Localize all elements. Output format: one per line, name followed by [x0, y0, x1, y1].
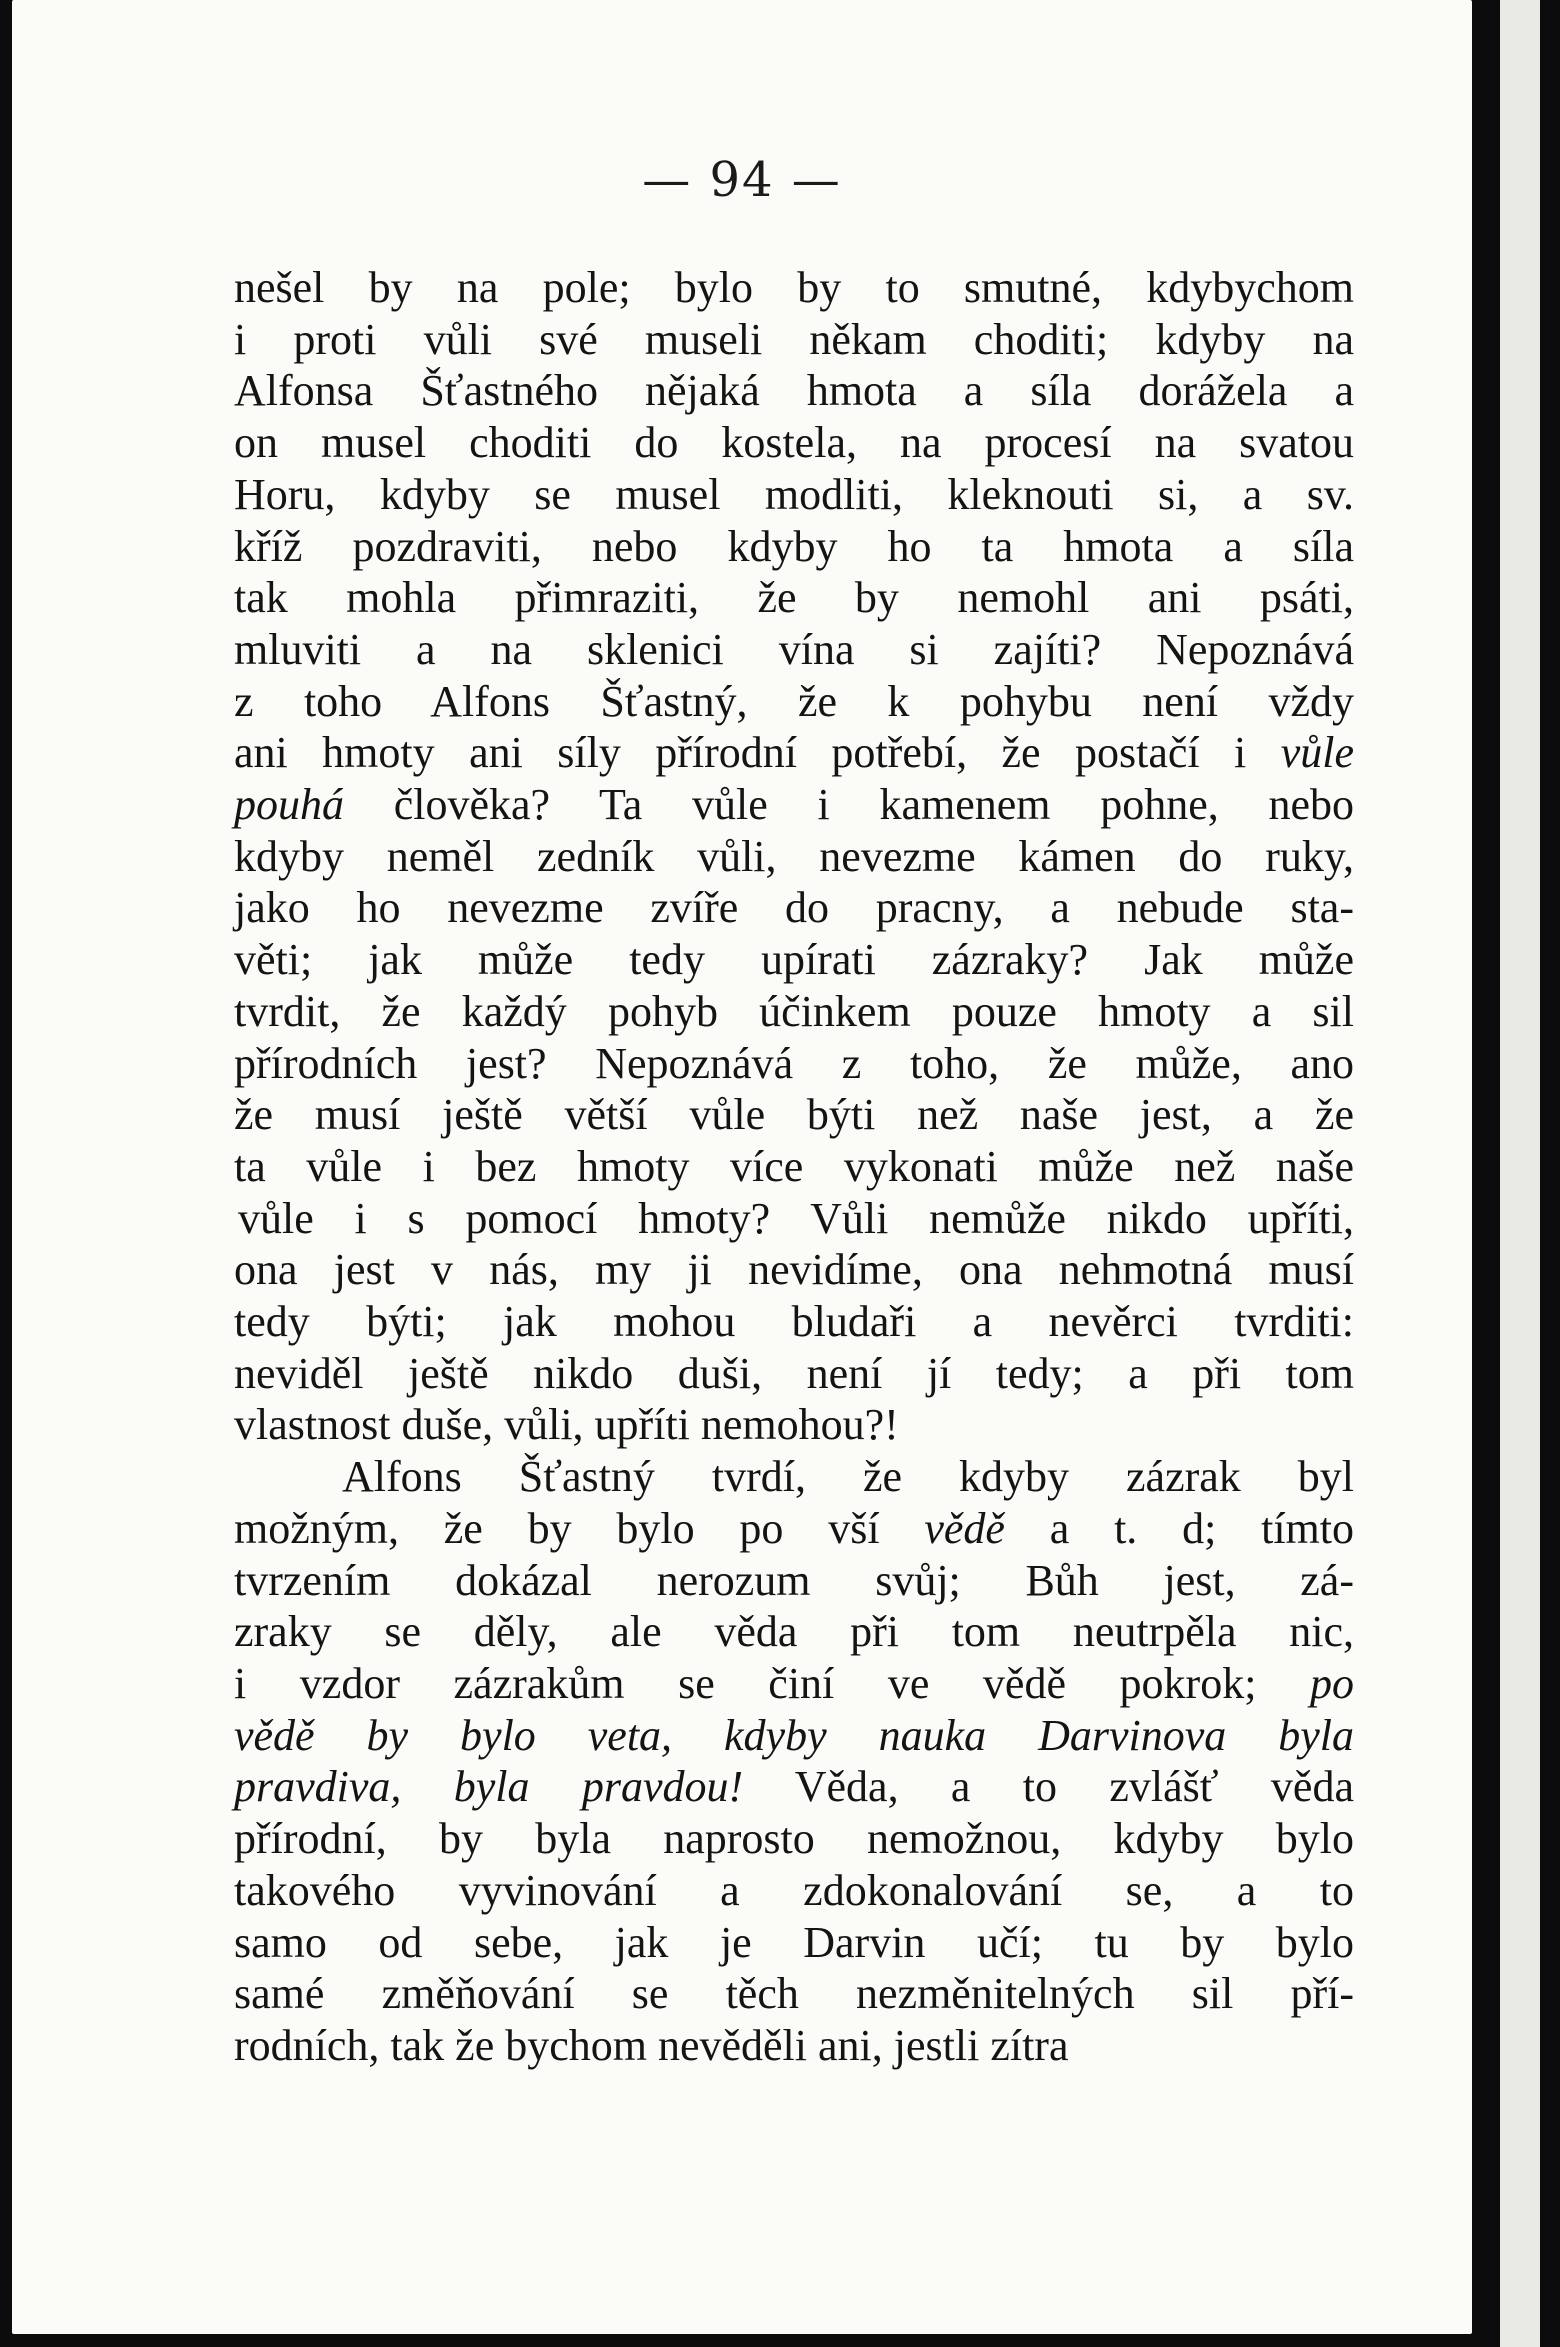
text-line: [234, 1038, 1354, 1090]
text-line: [234, 521, 1354, 573]
text-line: [234, 365, 1354, 417]
text-segment: on musel choditi do kostela, na procesí na svatou: [234, 418, 1354, 468]
text-line: [234, 1710, 1354, 1762]
text-segment: možným, že by bylo po vší: [234, 1503, 925, 1553]
text-segment: přírodní, by byla naprosto nemožnou, kdyby bylo: [234, 1814, 1354, 1864]
text-segment: přírodních jest? Nepoznává z toho, že může, ano: [234, 1038, 1354, 1088]
italic-text: vědě: [924, 1503, 1005, 1553]
text-line: [234, 1141, 1354, 1193]
page-number: — 94 —: [642, 152, 842, 208]
text-segment: člověka? Ta vůle i kamenem pohne, nebo: [344, 780, 1354, 830]
text-segment: Alfons Šťastný tvrdí, že kdyby zázrak byl: [342, 1452, 1354, 1502]
body-text: [234, 262, 1354, 2072]
italic-text: po: [1310, 1658, 1354, 1708]
text-line: [234, 1968, 1354, 2020]
text-segment: samo od sebe, jak je Darvin učí; tu by bylo: [234, 1917, 1354, 1967]
text-segment: takového vyvinování a zdokonalování se, a to: [234, 1865, 1354, 1915]
text-line: [234, 934, 1354, 986]
text-line: [234, 1089, 1354, 1141]
text-segment: neviděl ještě nikdo duši, není jí tedy; a při tom: [234, 1348, 1354, 1398]
text-line: [234, 469, 1354, 521]
text-line: [234, 1296, 1354, 1348]
italic-text: pouhá: [234, 780, 344, 830]
text-line: [234, 1865, 1354, 1917]
text-segment: věti; jak může tedy upírati zázraky? Jak může: [234, 935, 1354, 985]
adjacent-page-edge: [1500, 0, 1540, 2347]
text-segment: Alfonsa Šťastného nějaká hmota a síla dorážela a: [234, 366, 1354, 416]
text-line: [234, 1917, 1354, 1969]
text-segment: tvrzením dokázal nerozum svůj; Bůh jest, zá-: [234, 1555, 1354, 1605]
text-segment: vůle i s pomocí hmoty? Vůli nemůže nikdo upříti,: [238, 1193, 1354, 1243]
text-segment: nešel by na pole; bylo by to smutné, kdybychom: [234, 263, 1354, 312]
text-line: [234, 2020, 1354, 2072]
text-segment: že musí ještě větší vůle býti než naše jest, a že: [234, 1090, 1354, 1140]
text-line: [234, 882, 1354, 934]
text-line: [234, 314, 1354, 366]
text-line: [234, 1555, 1354, 1607]
text-line: [234, 727, 1354, 779]
text-line: [234, 262, 1354, 314]
italic-text: pravdiva, byla pravdou!: [234, 1762, 744, 1812]
text-line: [234, 1193, 1354, 1245]
text-line: [234, 417, 1354, 469]
text-segment: vlastnost duše, vůli, upříti nemohou?!: [234, 1400, 899, 1450]
text-segment: i proti vůli své museli někam choditi; kdyby na: [234, 314, 1354, 364]
italic-text: vůle: [1280, 728, 1354, 778]
text-line: [234, 1244, 1354, 1296]
text-segment: kříž pozdraviti, nebo kdyby ho ta hmota a síla: [234, 521, 1354, 571]
text-line: [234, 624, 1354, 676]
text-segment: ta vůle i bez hmoty více vykonati může než naše: [234, 1141, 1354, 1191]
text-segment: ona jest v nás, my ji nevidíme, ona nehmotná musí: [234, 1245, 1354, 1295]
text-line: [234, 676, 1354, 728]
text-segment: tak mohla přimraziti, že by nemohl ani psáti,: [234, 573, 1354, 623]
text-segment: Věda, a to zvlášť věda: [743, 1762, 1354, 1812]
text-segment: i vzdor zázrakům se činí ve vědě pokrok;: [234, 1658, 1310, 1708]
text-line: [234, 986, 1354, 1038]
text-segment: jako ho nevezme zvíře do pracny, a nebude sta-: [234, 883, 1354, 933]
book-page: [12, 0, 1472, 2334]
text-line: [234, 1399, 1354, 1451]
text-line: [234, 831, 1354, 883]
text-segment: rodních, tak že bychom nevěděli ani, jestli zítra: [234, 2020, 1069, 2070]
text-line: [234, 1348, 1354, 1400]
text-line: [234, 572, 1354, 624]
text-segment: tedy býti; jak mohou bludaři a nevěrci tvrditi:: [234, 1297, 1354, 1347]
text-line: [234, 1761, 1354, 1813]
text-line: [234, 779, 1354, 831]
text-line: [234, 1813, 1354, 1865]
text-segment: tvrdit, že každý pohyb účinkem pouze hmoty a sil: [234, 986, 1354, 1036]
text-segment: zraky se děly, ale věda při tom neutrpěla nic,: [234, 1607, 1354, 1657]
text-line: [234, 1451, 1354, 1503]
text-segment: ani hmoty ani síly přírodní potřebí, že postačí i: [234, 728, 1281, 778]
text-segment: mluviti a na sklenici vína si zajíti? Nepoznává: [234, 624, 1354, 674]
text-segment: kdyby neměl zedník vůli, nevezme kámen do ruky,: [234, 831, 1354, 881]
text-line: [234, 1606, 1354, 1658]
text-segment: a t. d; tímto: [1004, 1503, 1354, 1553]
text-segment: z toho Alfons Šťastný, že k pohybu není vždy: [234, 676, 1354, 726]
text-line: [234, 1658, 1354, 1710]
text-line: [234, 1503, 1354, 1555]
text-segment: samé změňování se těch nezměnitelných sil pří-: [234, 1969, 1354, 2019]
italic-text: vědě by bylo veta, kdyby nauka Darvinova byla: [234, 1710, 1354, 1760]
text-segment: Horu, kdyby se musel modliti, kleknouti si, a sv.: [234, 469, 1354, 519]
